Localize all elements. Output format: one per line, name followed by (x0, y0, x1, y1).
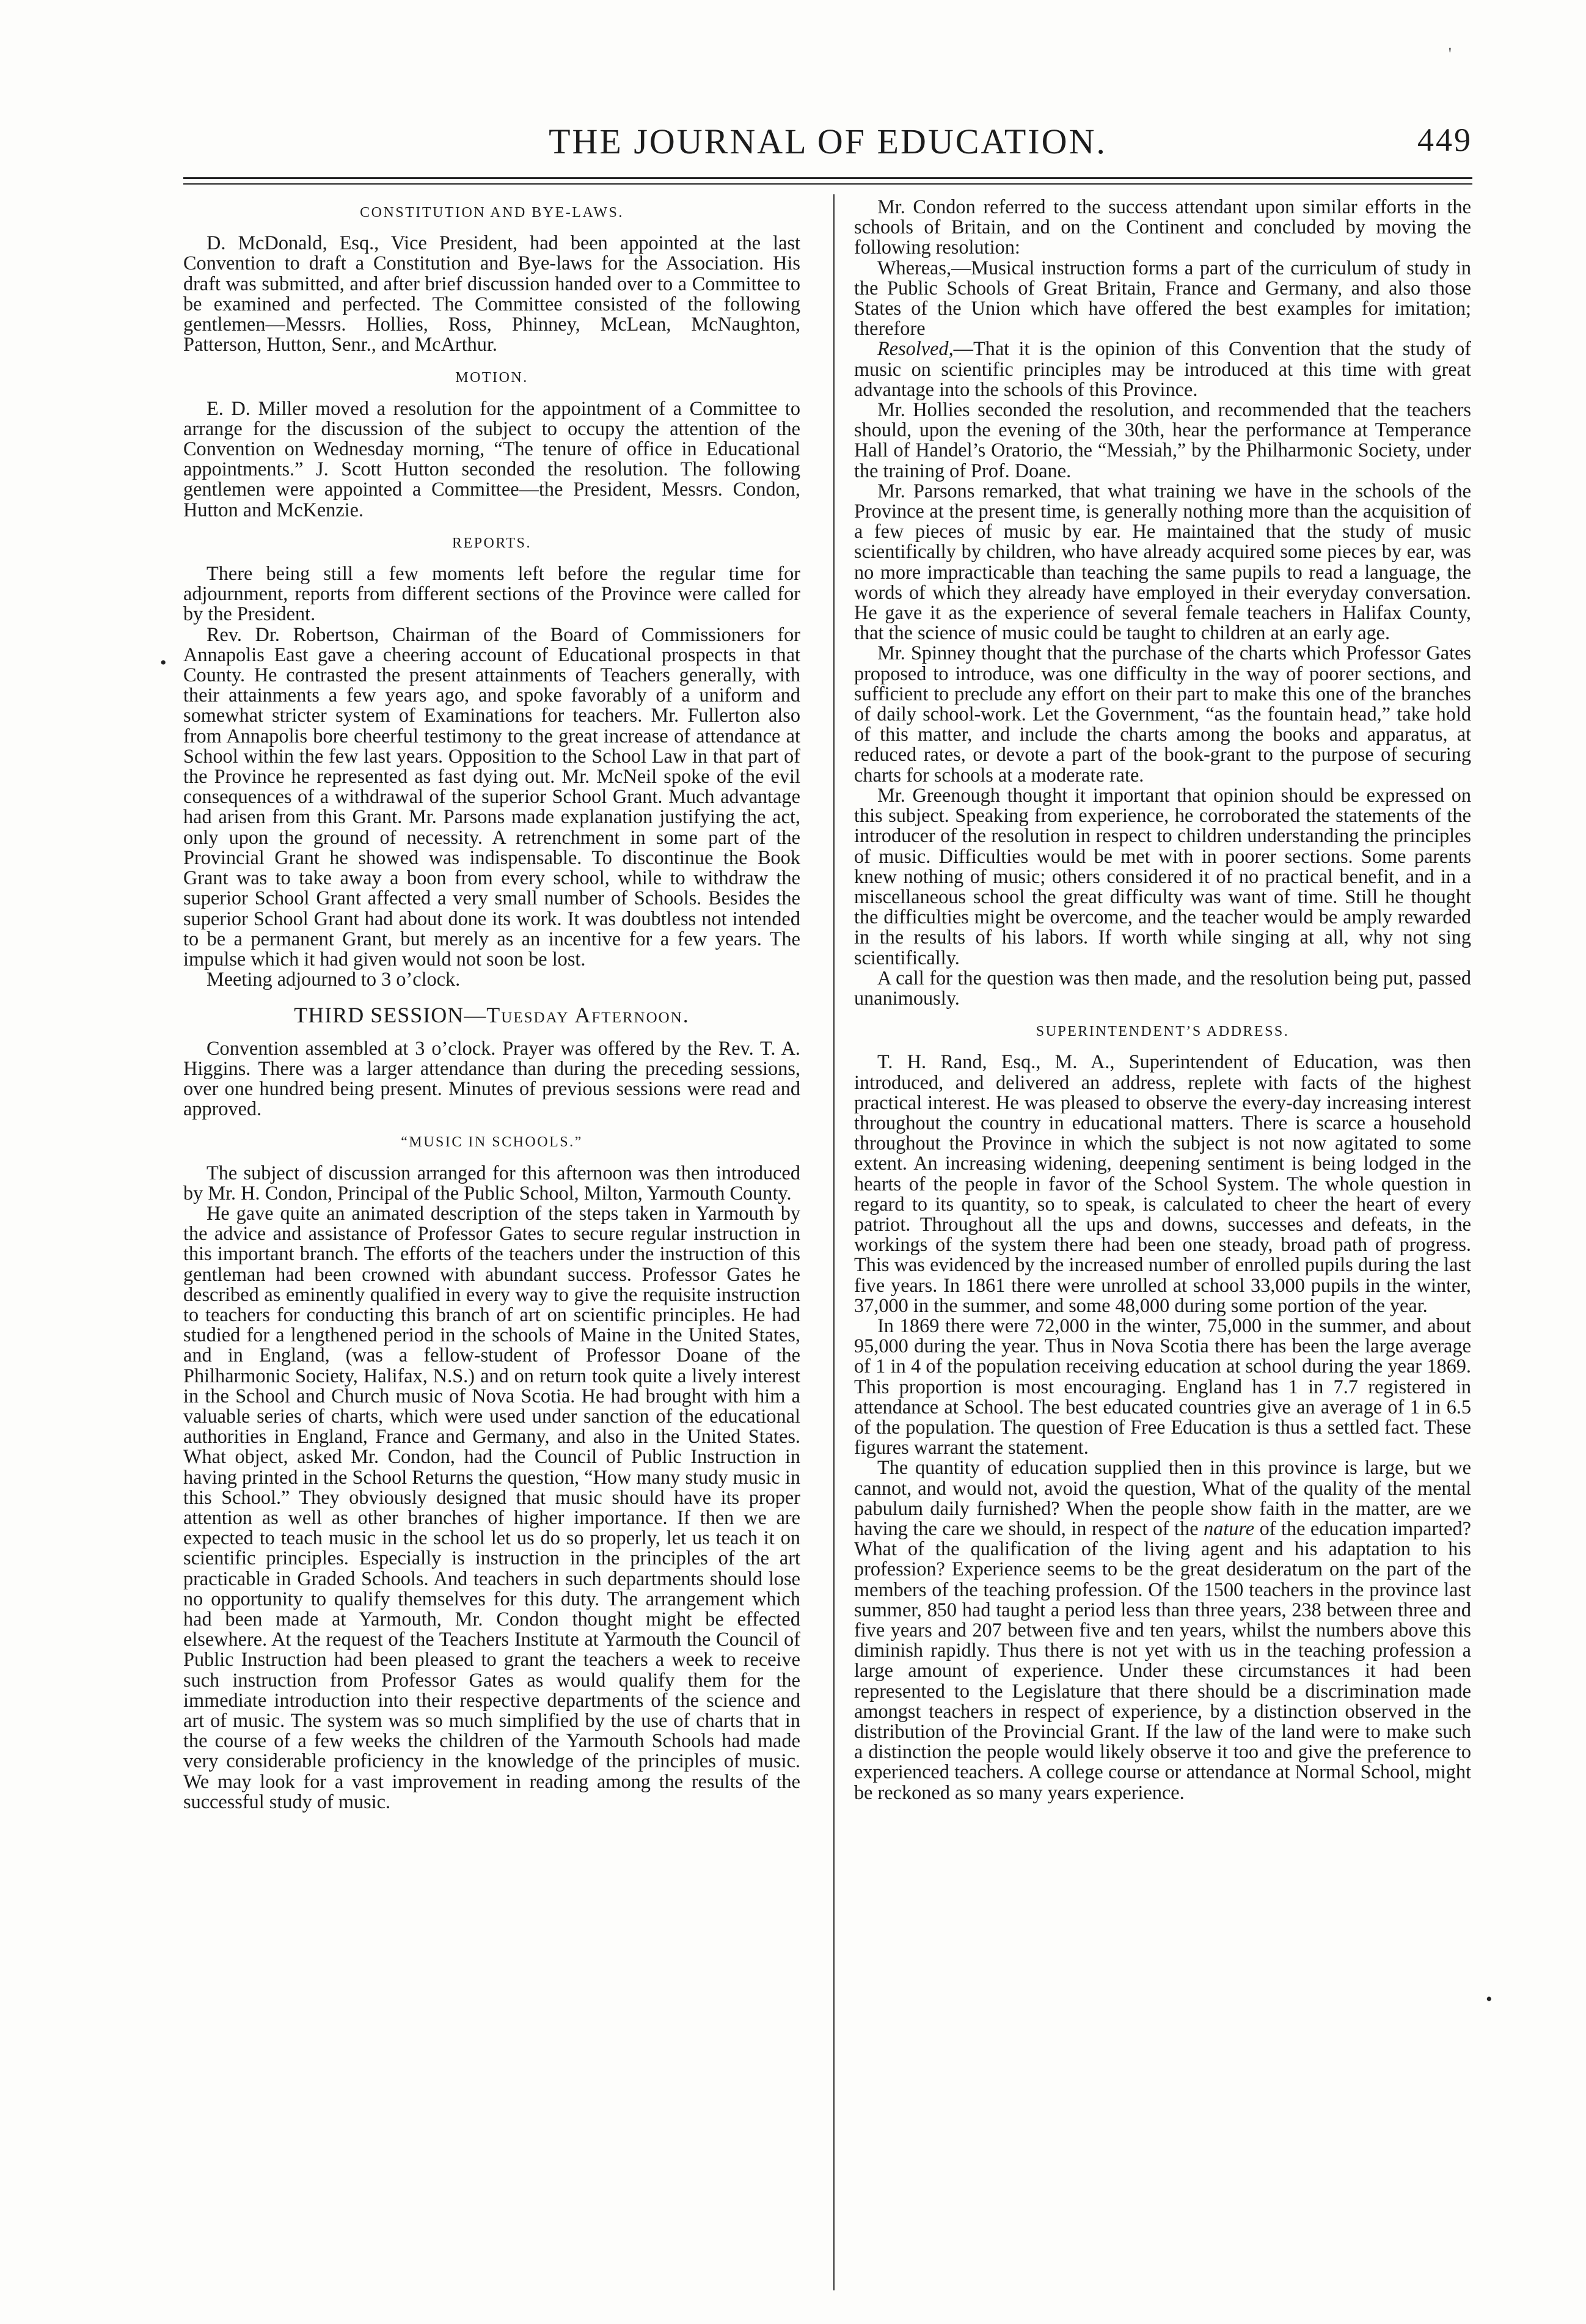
section-heading-reports: REPORTS. (452, 535, 532, 551)
resolved-text: —That it is the opinion of this Convention that the study of music on scientific principles may be introduced at this time with great advantage into the schools of this Province. (854, 337, 1471, 400)
paragraph-address-2: In 1869 there were 72,000 in the winter, 75,000 in the summer, and about 95,000 during the year. Thus in Nova Scotia there has been the large average of 1 in 4 of the population receiving education at school during the year 1869. This proportion is most encouraging. England has 1 in 7.7 registered in attendance at School. The best educated countries give an average of 1 in 6.5 of the population. The question of Free Education is thus a settled fact. These figures warrant the statement. (854, 1314, 1471, 1459)
header-rule-thin (183, 183, 1472, 185)
journal-title: THE JOURNAL OF EDUCATION. (549, 122, 1107, 161)
paragraph-hollies: Mr. Hollies seconded the resolution, and recommended that the teachers should, upon the evening of the 30th, hear the performance at Temperance Hall of Handel’s Oratorio, the “Messiah,” by the Philharmonic Society, under the training of Prof. Doane. (854, 398, 1471, 482)
paragraph-parsons: Mr. Parsons remarked, that what training we have in the schools of the Province at the present time, is generally nothing more than the acquisition of a few pieces of music by ear. He maintained that the study of music scientifically by children, who have already acquired some pieces by ear, was no more impracticable than teaching the same pupils to read a language, the words of which they already have employed in their everyday conversation. He gave it as the experience of several female teachers in Halifax County, that the science of music could be taught to children at an early age. (854, 479, 1471, 644)
paragraph-motion: E. D. Miller moved a resolution for the appointment of a Committee to arrange for the discussion of the subject to occupy the attention of the Convention on Wednesday morning, “The tenure of office in Educational appointments.” J. Scott Hutton seconded the resolution. The following gentlemen were appointed a Committee—the President, Messrs. Condon, Hutton and McKenzie. (183, 397, 800, 521)
resolved-label: Resolved, (877, 337, 954, 360)
paragraph-address-3 (854, 1457, 1471, 1802)
paragraph-session: Convention assembled at 3 o’clock. Prayer was offered by the Rev. T. A. Higgins. There was a larger attendance than during the preceding sessions, over one hundred being present. Minutes of previous sessions were read and approved. (183, 1036, 800, 1120)
page-number: 449 (1417, 122, 1472, 158)
session-heading-subtitle: Tuesday Afternoon. (486, 1003, 690, 1028)
paragraph-spinney: Mr. Spinney thought that the purchase of the charts which Professor Gates proposed to introduce, was one difficulty in the way of poorer sections, and sufficient to preclude any effort on their part to make this one of the branches of daily school-work. Let the Government, “as the fountain head,” take hold of this matter, and include the charts among the books and apparatus, at reduced rates, or devote a part of the book-grant to the purpose of securing charts for schools at a moderate rate. (854, 642, 1471, 786)
page-header (183, 121, 1472, 170)
header-rule (183, 177, 1472, 179)
paragraph-question-called: A call for the question was then made, and the resolution being put, passed unanimously. (854, 966, 1471, 1009)
section-heading-address: SUPERINTENDENT’S ADDRESS. (1036, 1024, 1290, 1040)
column-divider (833, 194, 835, 2290)
paragraph-constitution: D. McDonald, Esq., Vice President, had been appointed at the last Convention to draft a Constitution and Bye-laws for the Association. His draft was submitted, and after brief discussion handed over to a Committee to be examined and perfected. The Committee consisted of the following gentlemen—Messrs. Hollies, Ross, Phinney, McLean, McNaughton, Patterson, Hutton, Senr., and McArthur. (183, 232, 800, 356)
address-3-emphasis: nature (1204, 1517, 1255, 1539)
right-column (854, 197, 1471, 1803)
section-heading-motion: MOTION. (455, 370, 528, 386)
session-heading-main: THIRD SESSION— (294, 1003, 487, 1028)
section-heading-constitution: CONSTITUTION AND BYE-LAWS. (360, 205, 624, 221)
paragraph-reports-3: Meeting adjourned to 3 o’clock. (206, 968, 461, 991)
session-heading (183, 1003, 800, 1028)
corner-mark: ' (1448, 44, 1452, 64)
left-column (183, 197, 800, 1812)
paragraph-music-1: The subject of discussion arranged for this afternoon was then introduced by Mr. H. Condon, Principal of the Public School, Milton, Yarmouth County. (183, 1161, 800, 1204)
margin-mark-right: • (1486, 1989, 1493, 2009)
paragraph-condon-resolution: Mr. Condon referred to the success attendant upon similar efforts in the schools of Britain, and on the Continent and concluded by moving the following resolution: (854, 196, 1471, 258)
section-heading-music: “MUSIC IN SCHOOLS.” (401, 1134, 583, 1151)
paragraph-reports-2: Rev. Dr. Robertson, Chairman of the Board of Commissioners for Annapolis East gave a cheering account of Educational prospects in that County. He contrasted the present attainments of Teachers generally, with their attainments a few years ago, and spoke favorably of a uniform and somewhat stricter system of Examinations for teachers. Mr. Fullerton also from Annapolis bore cheerful testimony to the great increase of attendance at School within the few last years. Opposition to the School Law in that part of the Province he represented as fast dying out. Mr. McNeil spoke of the evil consequences of a withdrawal of the superior School Grant. Much advantage had arisen from this Grant. Mr. Parsons made explanation justifying the act, only upon the ground of necessity. A retrenchment in some part of the Provincial Grant he showed was indispensable. To discontinue the Book Grant was to take away a boon from every school, while to withdraw the superior School Grant affected a very small number of Schools. Besides the superior School Grant had about done its work. It was doubtless not intended to be a permanent Grant, but merely as an incentive for a few years. The impulse which it had given would not soon be lost. (183, 623, 800, 970)
margin-mark-left: • (160, 653, 167, 673)
paragraph-address-1: T. H. Rand, Esq., M. A., Superintendent of Education, was then introduced, and delivered an address, replete with facts of the highest practical interest. He was pleased to observe the every-day increasing interest throughout the country in educational matters. There is scarce a household throughout the Province in which the subject is not now agitated to some extent. An increasing widening, deepening sentiment is being lodged in the hearts of the people in favor of the School System. The whole question in regard to its quantity, so to speak, is calculated to cheer the heart of every patriot. Throughout all the ups and downs, successes and defeats, in the workings of the system there had been one steady, broad path of progress. This was evidenced by the increased number of enrolled pupils during the last five years. In 1861 there were unrolled at school 33,000 pupils in the winter, 37,000 in the summer, and some 48,000 during some portion of the year. (854, 1050, 1471, 1316)
address-3-text-a: The quantity of education supplied then in this province is large, but we cannot, and would not, avoid the question, What of the quality of the mental pabulum daily furnished? When the people show faith in the matter, are we having the care we should, in respect of the (854, 1456, 1471, 1539)
paragraph-reports-1: There being still a few moments left before the regular time for adjournment, reports from different sections of the Province were called for by the President. (183, 562, 800, 625)
paragraph-resolved (854, 339, 1471, 400)
paragraph-whereas: Whereas,—Musical instruction forms a part of the curriculum of study in the Public Schools of Great Britain, France and Germany, and also those States of the Union which have offered the best examples for imitation; therefore (854, 256, 1471, 340)
address-3-text-b: of the education imparted? What of the qualification of the living agent and his adaptation to his profession? Experience seems to be the great desideratum on the part of the members of the teaching profession. Of the 1500 teachers in the province last summer, 850 had taught a period less than three years, 238 between three and five years and 207 between five and ten years, whilst the numbers above this diminish rapidly. Thus there is not yet with us in the teaching profession a large amount of experience. Under these circumstances it had been represented to the Legislature that there should be a discrimination made amongst teachers in respect of experience, by a distinction observed in the distribution of the Provincial Grant. If the law of the land were to make such a distinction the people would likely observe it too and give the preference to experienced teachers. A college course or attendance at Normal School, might be reckoned as so many years experience. (854, 1517, 1471, 1803)
paragraph-music-2: He gave quite an animated description of the steps taken in Yarmouth by the advice and assistance of Professor Gates to secure regular instruction in this important branch. The efforts of the teachers under the instruction of this gentleman had been crowned with abundant success. Professor Gates he described as eminently qualified in every way to give the requisite instruction to teachers for conducting this branch of art on scientific principles. He had studied for a lengthened period in the schools of Maine in the United States, and in England, (was a fellow-student of Professor Doane of the Philharmonic Society, Halifax, N.S.) and on return took quite a lively interest in the School and Church music of Nova Scotia. He had brought with him a valuable series of charts, which were used under sanction of the educational authorities in England, France and Germany, and also in the United States. What object, asked Mr. Condon, had the Council of Public Instruction in having printed in the School Returns the question, “How many study music in this School.” They obviously designed that music should have its proper attention as well as other branches of higher importance. If then we are expected to teach music in the school let us do so properly, let us teach it on scientific principles. Especially is instruction in the principles of the art practicable in Graded Schools. And teachers in such departments should lose no opportunity to qualify themselves for this duty. The arrangement which had been made at Yarmouth, Mr. Condon thought might be effected elsewhere. At the request of the Teachers Institute at Yarmouth the Council of Public Instruction had been pleased to grant the teachers a week to receive such instruction from Professor Gates as would qualify them for the immediate introduction into their respective departments of the science and art of music. The system was so much simplified by the use of charts that in the course of a few weeks the children of the Yarmouth Schools had made very considerable proficiency in the knowledge of the principles of music. We may look for a vast improvement in reading among the results of the successful study of music. (183, 1201, 800, 1813)
paragraph-greenough: Mr. Greenough thought it important that opinion should be expressed on this subject. Speaking from experience, he corroborated the statements of the introducer of the resolution in respect to children understanding the principles of music. Difficulties would be met with in poorer sections. Some parents knew nothing of music; others considered it of no practical benefit, and in a miscellaneous school the great difficulty was want of time. Still he thought the difficulties might be overcome, and the teacher would be amply rewarded in the results of his labors. If worth while singing at all, why not sing scientifically. (854, 783, 1471, 969)
